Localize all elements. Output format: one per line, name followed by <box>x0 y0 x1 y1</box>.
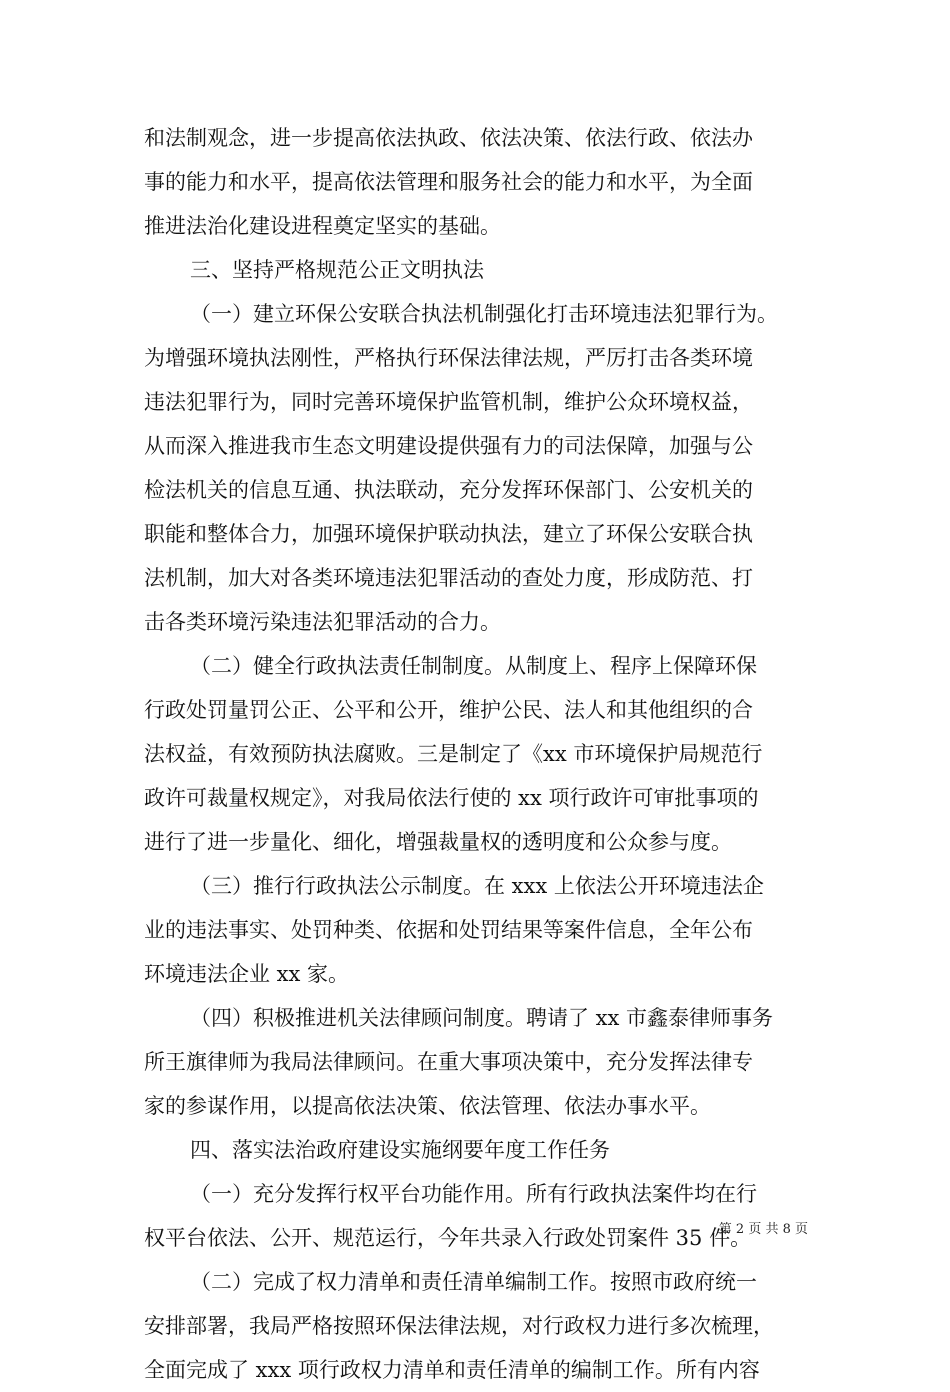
text-line: 违法犯罪行为，同时完善环境保护监管机制，维护公众环境权益， <box>144 390 753 414</box>
paragraph-3-1 <box>144 292 820 644</box>
text-line: （四）积极推进机关法律顾问制度。聘请了 xx 市鑫泰律师事务 <box>190 1006 774 1030</box>
text-line: 从而深入推进我市生态文明建设提供强有力的司法保障，加强与公 <box>144 434 753 458</box>
paragraph-4-1 <box>144 1172 820 1260</box>
text-line: （三）推行行政执法公示制度。在 xxx 上依法公开环境违法企 <box>190 874 764 898</box>
text-line: 所王旗律师为我局法律顾问。在重大事项决策中，充分发挥法律专 <box>144 1050 753 1074</box>
text-line: 权平台依法、公开、规范运行，今年共录入行政处罚案件 35 件。 <box>144 1226 752 1250</box>
text-line: 法机制，加大对各类环境违法犯罪活动的查处力度，形成防范、打 <box>144 566 753 590</box>
text-line: （二）完成了权力清单和责任清单编制工作。按照市政府统一 <box>190 1270 757 1294</box>
paragraph-4-2 <box>144 1260 820 1392</box>
text-line: 推进法治化建设进程奠定坚实的基础。 <box>144 214 501 238</box>
text-line: 进行了进一步量化、细化，增强裁量权的透明度和公众参与度。 <box>144 830 732 854</box>
paragraph-3-3 <box>144 864 820 996</box>
text-line: （一）充分发挥行权平台功能作用。所有行政执法案件均在行 <box>190 1182 757 1206</box>
document-body <box>144 116 820 1392</box>
text-line: 业的违法事实、处罚种类、依据和处罚结果等案件信息，全年公布 <box>144 918 753 942</box>
heading-line: 四、落实法治政府建设实施纲要年度工作任务 <box>190 1138 610 1162</box>
page-number-footer: 第 2 页 共 8 页 <box>718 1222 808 1237</box>
text-line: 击各类环境污染违法犯罪活动的合力。 <box>144 610 501 634</box>
paragraph-continuation <box>144 116 820 248</box>
section-heading-3 <box>144 248 820 292</box>
text-line: 安排部署，我局严格按照环保法律法规，对行政权力进行多次梳理， <box>144 1314 774 1338</box>
text-line: 事的能力和水平，提高依法管理和服务社会的能力和水平，为全面 <box>144 170 753 194</box>
text-line: 职能和整体合力，加强环境保护联动执法，建立了环保公安联合执 <box>144 522 753 546</box>
section-heading-4 <box>144 1128 820 1172</box>
text-line: 家的参谋作用，以提高依法决策、依法管理、依法办事水平。 <box>144 1094 711 1118</box>
heading-line: 三、坚持严格规范公正文明执法 <box>190 258 484 282</box>
text-line: 为增强环境执法刚性，严格执行环保法律法规，严厉打击各类环境 <box>144 346 753 370</box>
text-line: 和法制观念，进一步提高依法执政、依法决策、依法行政、依法办 <box>144 126 753 150</box>
text-line: （一）建立环保公安联合执法机制强化打击环境违法犯罪行为。 <box>190 302 778 326</box>
paragraph-3-4 <box>144 996 820 1128</box>
text-line: 全面完成了 xxx 项行政权力清单和责任清单的编制工作。所有内容 <box>144 1358 760 1382</box>
text-line: （二）健全行政执法责任制制度。从制度上、程序上保障环保 <box>190 654 757 678</box>
text-line: 法权益，有效预防执法腐败。三是制定了《xx 市环境保护局规范行 <box>144 742 763 766</box>
paragraph-3-2 <box>144 644 820 864</box>
text-line: 政许可裁量权规定》，对我局依法行使的 xx 项行政许可审批事项的 <box>144 786 759 810</box>
text-line: 行政处罚量罚公正、公平和公开，维护公民、法人和其他组织的合 <box>144 698 753 722</box>
text-line: 环境违法企业 xx 家。 <box>144 962 350 986</box>
text-line: 检法机关的信息互通、执法联动，充分发挥环保部门、公安机关的 <box>144 478 753 502</box>
